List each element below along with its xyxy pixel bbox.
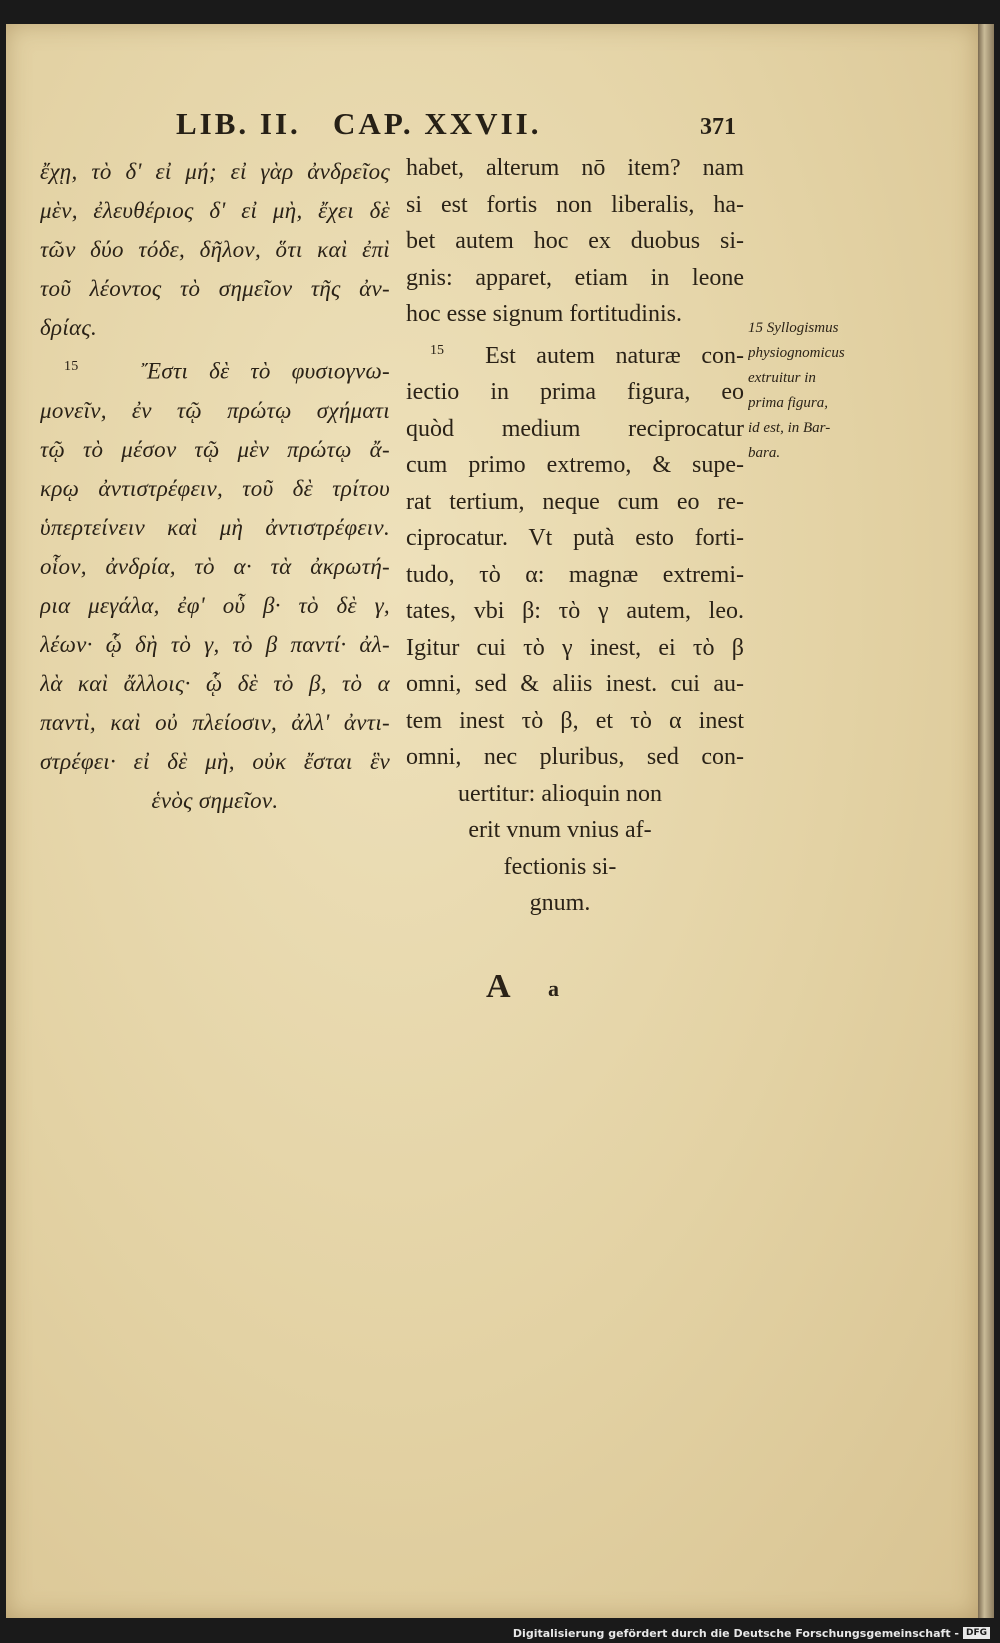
- greek-line: μὲν, ἐλευθέριος δ' εἰ μὴ, ἔχει δὲ: [40, 198, 390, 223]
- signature-mark-sub: a: [548, 976, 559, 1001]
- margin-note-line: bara.: [748, 445, 781, 461]
- greek-line: ἔχῃ, τὸ δ' εἰ μή; εἰ γὰρ ἀνδρεῖος: [40, 159, 390, 184]
- latin-line: uertitur: alioquin non: [458, 780, 662, 807]
- greek-line: κρῳ ἀντιστρέφειν, τοῦ δὲ τρίτου: [40, 475, 390, 501]
- latin-line: omni, sed & aliis inest. cui au-: [406, 671, 744, 697]
- latin-line: iectio in prima figura, eo: [406, 379, 744, 405]
- page-number: 371: [700, 114, 736, 140]
- digitization-footer: [513, 1625, 990, 1641]
- latin-line: si est fortis non liberalis, ha-: [406, 191, 744, 218]
- latin-line: tudo, τὸ α: magnæ extremi-: [406, 561, 744, 588]
- greek-line: οἷον, ἀνδρία, τὸ α· τὰ ἀκρωτή-: [40, 553, 390, 579]
- latin-line: habet, alterum nō item? nam: [406, 155, 744, 181]
- greek-line: λέων· ᾧ δὴ τὸ γ, τὸ β παντί· ἀλ-: [40, 631, 390, 657]
- greek-line: μονεῖν, ἐν τῷ πρώτῳ σχήματι: [40, 397, 390, 423]
- greek-line: τῶν δύο τόδε, δῆλον, ὅτι καὶ ἐπὶ: [40, 237, 390, 262]
- running-header: [176, 106, 926, 146]
- greek-column: [40, 152, 390, 820]
- margin-note: [748, 316, 876, 466]
- greek-line: δρίας.: [40, 315, 98, 340]
- margin-note-line: id est, in Bar-: [748, 420, 831, 436]
- greek-line: ἑνὸς σημεῖον.: [151, 787, 279, 813]
- greek-line: ρια μεγάλα, ἐφ' οὗ β· τὸ δὲ γ,: [40, 592, 390, 618]
- latin-line: erit vnum vnius af-: [468, 817, 652, 843]
- latin-line: omni, nec pluribus, sed con-: [406, 744, 744, 770]
- greek-line: [40, 347, 390, 391]
- greek-line: στρέφει· εἰ δὲ μὴ, οὐκ ἔσται ἓν: [40, 748, 390, 774]
- footer-text: Digitalisierung gefördert durch die Deutsche Forschungsgemeinschaft -: [512, 1626, 959, 1640]
- latin-line: tates, vbi β: τὸ γ autem, leo.: [406, 598, 744, 624]
- latin-line: gnis: apparet, etiam in leone: [406, 264, 744, 291]
- latin-line: hoc esse signum fortitudinis.: [406, 301, 682, 327]
- margin-note-line: 15 Syllogismus: [748, 320, 839, 336]
- greek-line: παντὶ, καὶ οὐ πλείοσιν, ἀλλ' ἀντι-: [40, 709, 390, 735]
- greek-line-text: Ἔστι δὲ τὸ φυσιογνω-: [141, 358, 390, 384]
- signature-mark: A: [486, 968, 511, 1005]
- latin-line: cum primo extremo, & supe-: [406, 452, 744, 478]
- greek-line: ὑπερτείνειν καὶ μὴ ἀντιστρέφειν.: [40, 514, 390, 540]
- latin-line: bet autem hoc ex duobus si-: [406, 228, 744, 254]
- greek-line: λὰ καὶ ἄλλοις· ᾧ δὲ τὸ β, τὸ α: [40, 670, 390, 696]
- latin-line-text: Est autem naturæ con-: [485, 342, 744, 369]
- greek-line: τοῦ λέοντος τὸ σημεῖον τῆς ἀν-: [40, 276, 390, 301]
- margin-note-line: extruitur in: [748, 370, 816, 386]
- latin-line: rat tertium, neque cum eo re-: [406, 488, 744, 515]
- dfg-logo: DFG: [963, 1627, 990, 1639]
- latin-column: [406, 150, 744, 922]
- running-head: LIB. II. CAP. XXVII.: [176, 106, 542, 141]
- latin-section-mark: 15: [430, 342, 444, 358]
- latin-line: ciprocatur. Vt putà esto forti-: [406, 525, 744, 551]
- latin-line: quòd medium reciprocatur: [406, 415, 744, 442]
- greek-line: τῷ τὸ μέσον τῷ μὲν πρώτῳ ἄ-: [40, 436, 390, 462]
- margin-note-line: physiognomicus: [748, 345, 845, 361]
- page-edge: [978, 24, 994, 1618]
- latin-line: Igitur cui τὸ γ inest, ei τὸ β: [406, 634, 744, 661]
- latin-line: [406, 333, 744, 375]
- margin-note-line: prima figura,: [748, 395, 829, 411]
- latin-line: tem inest τὸ β, et τὸ α inest: [406, 707, 744, 734]
- latin-line: fectionis si-: [503, 853, 617, 880]
- greek-section-mark: 15: [64, 359, 79, 374]
- latin-line: gnum.: [529, 890, 591, 916]
